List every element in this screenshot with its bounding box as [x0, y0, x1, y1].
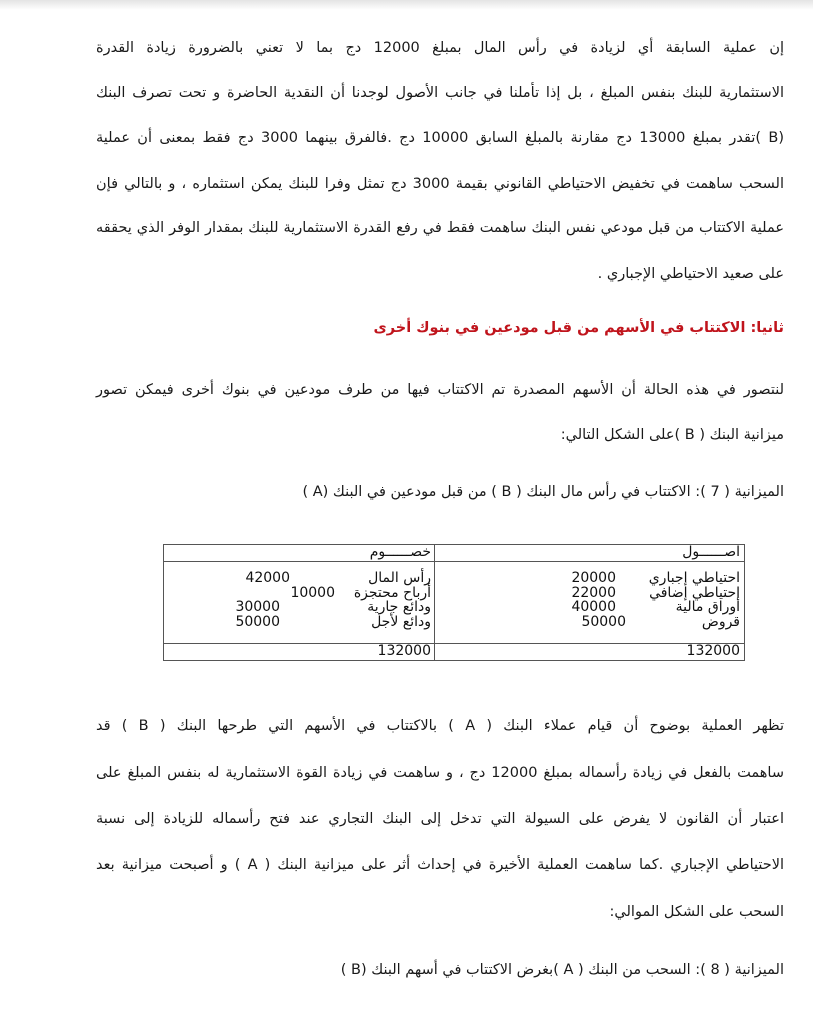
- table-caption-8: الميزانية ( 8 ): السحب من البنك ( A )بغرض الاكتتاب في أسهم البنك (B ): [340, 962, 784, 978]
- row-value: 40000: [571, 599, 616, 615]
- paragraph-2-line-2: ميزانية البنك ( B )على الشكل التالي:: [560, 427, 784, 443]
- paragraph-3-line-5: السحب على الشكل الموالي:: [609, 904, 784, 920]
- row-label: أوراق مالية: [675, 599, 740, 615]
- row-label: ودائع جارية: [367, 599, 431, 615]
- liabilities-header-label: خصــــــوم: [369, 544, 431, 560]
- balance-sheet-table: [163, 544, 745, 661]
- table-row: [435, 615, 744, 630]
- table-row: [164, 571, 435, 586]
- table-row: [435, 600, 744, 615]
- paragraph-3-line-4: الاحتياطي الإجباري .كما ساهمت العملية الأخيرة في إحداث أثر على ميزانية البنك ( A ) و أصبحت ميزانية بعد: [96, 857, 784, 873]
- paragraph-1-line-4: السحب ساهمت في تخفيض الاحتياطي القانوني بقيمة 3000 دج تمثل وفرا للبنك يمكن استثماره ، و بالتالي فإن: [96, 176, 784, 192]
- paragraph-1-line-5: عملية الاكتتاب من قبل مودعي نفس البنك ساهمت فقط في رفع القدرة الاستثمارية للبنك بمقدار الوفر الذي يحققه: [96, 220, 784, 236]
- assets-rows: [435, 571, 744, 629]
- row-label: احتياطي إجباري: [648, 570, 740, 586]
- liabilities-column: [164, 545, 435, 660]
- row-label: قروض: [701, 613, 740, 630]
- table-row: [435, 586, 744, 601]
- row-value: 10000: [290, 584, 335, 601]
- table-caption-7: الميزانية ( 7 ): الاكتتاب في رأس مال البنك ( B ) من قبل مودعين في البنك (A ): [302, 484, 784, 500]
- paragraph-3-line-3: اعتبار أن القانون لا يفرض على السيولة التي تدخل إلى البنك التجاري عند فتح رأسماله للزيادة إلى نسبة: [96, 811, 784, 827]
- assets-header-label: اصــــــول: [682, 544, 740, 560]
- row-value: 42000: [245, 570, 290, 586]
- paragraph-1-line-6: على صعيد الاحتياطي الإجباري .: [597, 266, 784, 282]
- table-row: [164, 615, 435, 630]
- paragraph-1-line-1: إن عملية السابقة أي لزيادة في رأس المال بمبلغ 12000 دج بما لا تعني بالضرورة زيادة القدرة: [96, 40, 785, 56]
- table-row: [435, 571, 744, 586]
- paragraph-3-line-2: ساهمت بالفعل في زيادة رأسماله بمبلغ 12000 دج ، و ساهمت في زيادة القوة الاستثمارية له بنفس المبلغ على: [96, 765, 784, 781]
- table-row: [164, 586, 435, 601]
- row-value: 20000: [571, 570, 616, 586]
- table-row: [164, 600, 435, 615]
- paragraph-2-line-1: لنتصور في هذه الحالة أن الأسهم المصدرة تم الاكتتاب فيها من طرف مودعين في بنوك أخرى فيمكن تصور: [96, 382, 784, 398]
- row-label: رأس المال: [368, 570, 431, 586]
- paragraph-1-line-3: (B )تقدر بمبلغ 13000 دج مقارنة بالمبلغ السابق 10000 دج .فالفرق بينهما 3000 دج فقط بمعنى أن عملية: [96, 130, 784, 146]
- assets-total: 132000: [435, 643, 744, 660]
- paragraph-1-line-2: الاستثمارية للبنك بنفس المبلغ ، بل إذا تأملنا في جانب الأصول لوجدنا أن النقدية الحاضرة و تحت تصرف البنك: [96, 85, 784, 101]
- row-label: ودائع لأجل: [371, 613, 431, 630]
- assets-header: [435, 545, 744, 562]
- row-label: أرباح محتجزة: [353, 584, 431, 601]
- liabilities-total: 132000: [164, 643, 435, 660]
- paragraph-3-line-1: تظهر العملية بوضوح أن قيام عملاء البنك ( A ) بالاكتتاب في الأسهم التي طرحها البنك ( B ) قد: [96, 718, 784, 734]
- row-value: 50000: [235, 613, 280, 630]
- top-edge-shadow: [0, 0, 813, 10]
- row-value: 30000: [235, 599, 280, 615]
- liabilities-rows: [164, 571, 435, 629]
- assets-column: [434, 545, 744, 660]
- section-heading: ثانيا: الاكتتاب في الأسهم من قبل مودعين في بنوك أخرى: [373, 320, 784, 336]
- liabilities-header: [164, 545, 435, 562]
- row-value: 22000: [571, 584, 616, 601]
- row-label: احتياطي إضافي: [649, 584, 740, 601]
- row-value: 50000: [581, 613, 626, 630]
